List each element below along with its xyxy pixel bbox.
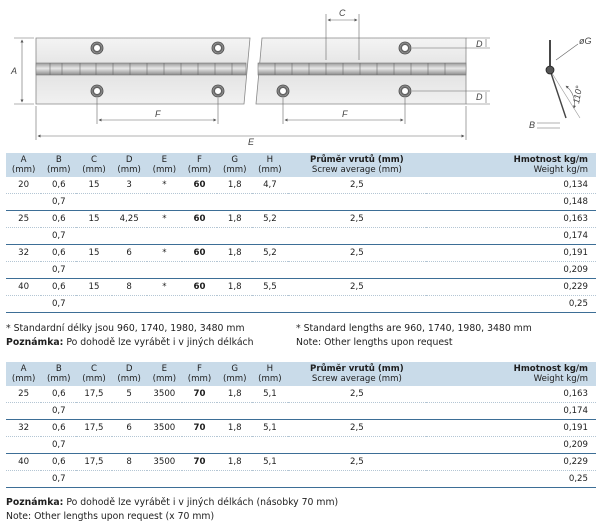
table-cell xyxy=(288,471,427,488)
table-cell xyxy=(112,194,147,211)
table-cell: 0,6 xyxy=(41,211,76,228)
table-cell: 1,8 xyxy=(217,454,252,471)
table-row xyxy=(6,454,596,471)
col-g-header: G (mm) xyxy=(217,362,252,386)
table-cell xyxy=(288,403,427,420)
table-cell: 1,8 xyxy=(217,279,252,296)
table-cell: 3500 xyxy=(147,386,182,403)
hinge-left-section xyxy=(36,38,250,104)
table-cell: 2,5 xyxy=(288,177,427,194)
standard-lengths-note-en: * Standard lengths are 960, 1740, 1980, 3480 mm xyxy=(296,323,532,334)
col-h-header: H (mm) xyxy=(252,362,287,386)
col-e-header: E (mm) xyxy=(147,153,182,177)
col-d-header: D (mm) xyxy=(112,153,147,177)
table-cell xyxy=(6,403,41,420)
table-cell: 5,1 xyxy=(252,454,287,471)
dim-c-label: C xyxy=(339,8,346,18)
table-cell xyxy=(217,228,252,245)
table-cell xyxy=(112,471,147,488)
table-cell: 6 xyxy=(112,420,147,437)
table-cell: 0,209 xyxy=(426,262,596,279)
table-cell xyxy=(6,194,41,211)
table-cell: 0,191 xyxy=(426,420,596,437)
table-cell: 0,6 xyxy=(41,177,76,194)
table-cell: 40 xyxy=(6,279,41,296)
table-cell: 0,209 xyxy=(426,437,596,454)
table-cell xyxy=(288,437,427,454)
table-cell: 0,6 xyxy=(41,245,76,262)
dim-e-label: E xyxy=(248,137,255,147)
table-cell xyxy=(76,437,111,454)
dim-a-label: A xyxy=(11,66,18,76)
table-row xyxy=(6,228,596,245)
table-cell: * xyxy=(147,211,182,228)
table-cell xyxy=(182,471,217,488)
table-cell: 15 xyxy=(76,211,111,228)
table-cell: 0,134 xyxy=(426,177,596,194)
table-cell: * xyxy=(147,245,182,262)
table-cell: 5,1 xyxy=(252,420,287,437)
table-cell xyxy=(112,262,147,279)
table-cell xyxy=(252,437,287,454)
table-cell xyxy=(6,262,41,279)
table-cell xyxy=(288,228,427,245)
table-cell xyxy=(147,403,182,420)
table2-header-row xyxy=(6,362,596,386)
table-row xyxy=(6,262,596,279)
col-weight-header: Hmotnost kg/m Weight kg/m xyxy=(426,362,596,386)
table-cell xyxy=(252,262,287,279)
table-cell: 2,5 xyxy=(288,454,427,471)
table-cell xyxy=(76,228,111,245)
table-cell: * xyxy=(147,279,182,296)
hinge-technical-drawing xyxy=(0,0,600,150)
table-cell: 1,8 xyxy=(217,245,252,262)
table-cell: 5,5 xyxy=(252,279,287,296)
table-cell xyxy=(76,262,111,279)
table1-header-row xyxy=(6,153,596,177)
table-cell: 1,8 xyxy=(217,211,252,228)
table-cell: 2,5 xyxy=(288,386,427,403)
table-cell: 0,25 xyxy=(426,296,596,313)
table-cell: 60 xyxy=(182,211,217,228)
dim-d-bottom-label: D xyxy=(476,92,483,102)
table-cell xyxy=(76,296,111,313)
table-cell xyxy=(217,403,252,420)
col-screw-header: Průměr vrutů (mm) Screw average (mm) xyxy=(288,153,427,177)
table-row xyxy=(6,296,596,313)
table-cell xyxy=(6,228,41,245)
table-cell: 60 xyxy=(182,177,217,194)
table-cell xyxy=(288,262,427,279)
col-screw-header: Průměr vrutů (mm) Screw average (mm) xyxy=(288,362,427,386)
table-cell: 1,8 xyxy=(217,386,252,403)
col-c-header: C (mm) xyxy=(76,153,111,177)
table-cell: 4,7 xyxy=(252,177,287,194)
table-row xyxy=(6,437,596,454)
table-cell: 0,7 xyxy=(41,403,76,420)
table-cell xyxy=(76,194,111,211)
table-cell: 0,7 xyxy=(41,262,76,279)
table-cell: 0,7 xyxy=(41,194,76,211)
table-cell: 2,5 xyxy=(288,245,427,262)
table-cell xyxy=(76,403,111,420)
table-cell: 0,6 xyxy=(41,386,76,403)
table-row xyxy=(6,194,596,211)
table-cell: 17,5 xyxy=(76,420,111,437)
table-cell xyxy=(182,228,217,245)
table-cell xyxy=(112,296,147,313)
dim-d-top-label: D xyxy=(476,39,483,49)
col-f-header: F (mm) xyxy=(182,153,217,177)
table-cell: 0,6 xyxy=(41,279,76,296)
table-cell: 0,229 xyxy=(426,454,596,471)
table-cell: 0,191 xyxy=(426,245,596,262)
table-cell: 40 xyxy=(6,454,41,471)
poznamka-note-1: Poznámka: Po dohodě lze vyrábět i v jiných délkách xyxy=(6,337,254,348)
table-cell xyxy=(217,262,252,279)
table-cell: 0,163 xyxy=(426,386,596,403)
table-cell: 3500 xyxy=(147,454,182,471)
table-cell: 0,6 xyxy=(41,454,76,471)
table-cell xyxy=(217,194,252,211)
table-cell: 1,8 xyxy=(217,420,252,437)
col-h-header: H (mm) xyxy=(252,153,287,177)
table-cell: 2,5 xyxy=(288,279,427,296)
table-cell: 2,5 xyxy=(288,420,427,437)
table-cell: 4,25 xyxy=(112,211,147,228)
table-cell: 5,2 xyxy=(252,245,287,262)
table-cell xyxy=(182,296,217,313)
table-cell: 0,25 xyxy=(426,471,596,488)
table-cell: 3 xyxy=(112,177,147,194)
col-a-header: A (mm) xyxy=(6,362,41,386)
table-cell: 1,8 xyxy=(217,177,252,194)
table-cell xyxy=(112,437,147,454)
table-cell: 8 xyxy=(112,279,147,296)
other-lengths-note-en-2: Note: Other lengths upon request (x 70 mm) xyxy=(6,511,215,522)
col-a-header: A (mm) xyxy=(6,153,41,177)
table-cell: 0,229 xyxy=(426,279,596,296)
spec-table-1 xyxy=(6,153,596,313)
table-cell xyxy=(252,471,287,488)
table-cell: 32 xyxy=(6,245,41,262)
table-cell: 8 xyxy=(112,454,147,471)
dim-g-label: øG xyxy=(579,36,592,46)
table-row xyxy=(6,245,596,262)
table-cell xyxy=(217,437,252,454)
table-cell xyxy=(182,262,217,279)
table-cell: 17,5 xyxy=(76,454,111,471)
table-cell xyxy=(217,296,252,313)
standard-lengths-note-cz: * Standardní délky jsou 960, 1740, 1980, 3480 mm xyxy=(6,323,245,334)
table-cell: 70 xyxy=(182,454,217,471)
col-b-header: B (mm) xyxy=(41,153,76,177)
col-e-header: E (mm) xyxy=(147,362,182,386)
table-cell xyxy=(147,296,182,313)
table-cell: 5 xyxy=(112,386,147,403)
table-cell: 2,5 xyxy=(288,211,427,228)
col-g-header: G (mm) xyxy=(217,153,252,177)
table-cell: 32 xyxy=(6,420,41,437)
table-cell: 0,174 xyxy=(426,403,596,420)
table-row xyxy=(6,403,596,420)
table-cell: 15 xyxy=(76,245,111,262)
table-row xyxy=(6,471,596,488)
table-cell xyxy=(252,228,287,245)
table-cell: 60 xyxy=(182,279,217,296)
table-cell: 0,163 xyxy=(426,211,596,228)
table-cell: 3500 xyxy=(147,420,182,437)
dim-angle-label: 110° xyxy=(571,84,585,105)
col-f-header: F (mm) xyxy=(182,362,217,386)
table-cell xyxy=(182,403,217,420)
table-cell: 0,6 xyxy=(41,420,76,437)
table-cell xyxy=(217,471,252,488)
table-cell: 20 xyxy=(6,177,41,194)
table-cell: 5,1 xyxy=(252,386,287,403)
table-row xyxy=(6,420,596,437)
table-cell: 15 xyxy=(76,177,111,194)
table-cell xyxy=(147,262,182,279)
table-row xyxy=(6,177,596,194)
table-cell: 25 xyxy=(6,211,41,228)
table-row xyxy=(6,279,596,296)
dim-b-label: B xyxy=(529,120,536,130)
table-row xyxy=(6,211,596,228)
table-cell xyxy=(147,228,182,245)
table-cell xyxy=(288,194,427,211)
table-cell: 0,7 xyxy=(41,296,76,313)
table-cell xyxy=(288,296,427,313)
table-cell xyxy=(112,403,147,420)
table-cell xyxy=(252,403,287,420)
other-lengths-note-en-1: Note: Other lengths upon request xyxy=(296,337,453,348)
table-cell xyxy=(147,471,182,488)
table-cell xyxy=(112,228,147,245)
table-cell xyxy=(6,296,41,313)
col-b-header: B (mm) xyxy=(41,362,76,386)
table-cell: 60 xyxy=(182,245,217,262)
table-cell xyxy=(252,194,287,211)
col-weight-header: Hmotnost kg/m Weight kg/m xyxy=(426,153,596,177)
dim-f-right-label: F xyxy=(342,109,348,119)
table-cell: 0,148 xyxy=(426,194,596,211)
table-cell: 0,7 xyxy=(41,437,76,454)
table-cell xyxy=(6,471,41,488)
table-cell xyxy=(147,194,182,211)
table-cell: * xyxy=(147,177,182,194)
col-d-header: D (mm) xyxy=(112,362,147,386)
table-cell: 25 xyxy=(6,386,41,403)
table-cell xyxy=(76,471,111,488)
table-cell: 17,5 xyxy=(76,386,111,403)
poznamka-note-2: Poznámka: Po dohodě lze vyrábět i v jiných délkách (násobky 70 mm) xyxy=(6,497,339,508)
table-cell: 0,7 xyxy=(41,471,76,488)
col-c-header: C (mm) xyxy=(76,362,111,386)
table-cell: 70 xyxy=(182,420,217,437)
table-cell: 0,7 xyxy=(41,228,76,245)
table-cell: 15 xyxy=(76,279,111,296)
table-cell xyxy=(6,437,41,454)
table-row xyxy=(6,386,596,403)
dim-f-left-label: F xyxy=(155,109,161,119)
table-cell: 5,2 xyxy=(252,211,287,228)
table-cell: 70 xyxy=(182,386,217,403)
spec-table-2 xyxy=(6,362,596,488)
table-cell xyxy=(252,296,287,313)
table-cell: 6 xyxy=(112,245,147,262)
table-cell xyxy=(182,194,217,211)
table-cell xyxy=(182,437,217,454)
table-cell: 0,174 xyxy=(426,228,596,245)
table-cell xyxy=(147,437,182,454)
